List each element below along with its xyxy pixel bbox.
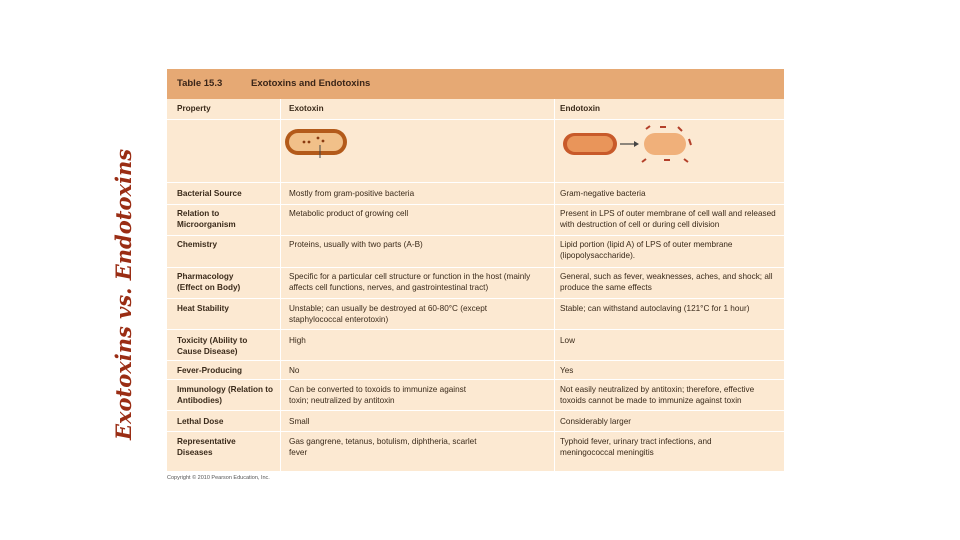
row-endotoxin-pharmacology: General, such as fever, weaknesses, aches, and shock; all produce the same effects: [560, 272, 773, 292]
lps-fragment: [689, 139, 691, 145]
row-divider: [167, 235, 784, 236]
row-exotoxin-bacterial-source: Mostly from gram-positive bacteria: [289, 189, 415, 198]
row-exotoxin-relation: Metabolic product of growing cell: [289, 209, 409, 218]
exotoxin-toxin-dot: [317, 137, 320, 140]
column-header-row: [167, 99, 784, 119]
row-endotoxin-chemistry: Lipid portion (lipid A) of LPS of outer membrane (lipopolysaccharide).: [560, 240, 733, 260]
header-exotoxin: Exotoxin: [289, 104, 324, 113]
row-divider: [167, 360, 784, 361]
endotoxin-cell-illustration: [560, 123, 695, 165]
row-property-immunology: Immunology (Relation to Antibodies): [177, 385, 273, 405]
row-exotoxin-toxicity: High: [289, 336, 306, 345]
lysed-cell-body: [644, 133, 686, 155]
row-divider: [167, 182, 784, 183]
row-endotoxin-diseases: Typhoid fever, urinary tract infections, and meningococcal meningitis: [560, 437, 712, 457]
row-divider: [167, 267, 784, 268]
exotoxin-toxin-dot: [322, 140, 325, 143]
row-divider: [167, 204, 784, 205]
row-endotoxin-lethal-dose: Considerably larger: [560, 417, 631, 426]
lps-fragment: [642, 159, 646, 162]
row-endotoxin-bacterial-source: Gram-negative bacteria: [560, 189, 646, 198]
row-endotoxin-heat-stability: Stable; can withstand autoclaving (121°C for 1 hour): [560, 304, 750, 313]
row-property-diseases: Representative Diseases: [177, 437, 236, 457]
column-divider: [280, 99, 281, 471]
endotoxin-cell-body: [567, 136, 613, 152]
row-property-fever: Fever-Producing: [177, 366, 243, 375]
lps-fragment: [646, 126, 650, 129]
row-exotoxin-pharmacology: Specific for a particular cell structure or function in the host (mainly affects cell functions, nerves, and gastrointestinal tract): [289, 272, 531, 292]
row-exotoxin-chemistry: Proteins, usually with two parts (A-B): [289, 240, 423, 249]
row-exotoxin-lethal-dose: Small: [289, 417, 310, 426]
row-divider: [167, 379, 784, 380]
table-header-band: [167, 69, 784, 99]
row-property-relation: Relation to Microorganism: [177, 209, 236, 229]
row-divider: [167, 119, 784, 120]
column-divider: [554, 99, 555, 471]
row-exotoxin-fever: No: [289, 366, 300, 375]
exotoxin-toxin-dot: [303, 141, 306, 144]
row-property-chemistry: Chemistry: [177, 240, 218, 249]
exotoxin-endotoxin-table: [167, 69, 784, 471]
lps-fragment: [678, 127, 682, 131]
exotoxin-cell-body: [289, 133, 343, 151]
row-exotoxin-heat-stability: Unstable; can usually be destroyed at 60-80°C (except staphylococcal enterotoxin): [289, 304, 488, 324]
row-divider: [167, 298, 784, 299]
row-exotoxin-immunology: Can be converted to toxoids to immunize against toxin; neutralized by antitoxin: [289, 385, 467, 405]
row-property-toxicity: Toxicity (Ability to Cause Disease): [177, 336, 248, 356]
row-property-pharmacology: Pharmacology (Effect on Body): [177, 272, 241, 292]
row-exotoxin-diseases: Gas gangrene, tetanus, botulism, diphtheria, scarlet fever: [289, 437, 477, 457]
row-divider: [167, 410, 784, 411]
slide-title: Exotoxins vs. Endotoxins: [111, 148, 136, 440]
row-property-lethal-dose: Lethal Dose: [177, 417, 224, 426]
exotoxin-cell-illustration: [282, 125, 357, 161]
copyright-notice: Copyright © 2010 Pearson Education, Inc.: [167, 475, 270, 481]
arrow-head-icon: [634, 141, 639, 147]
row-endotoxin-toxicity: Low: [560, 336, 576, 345]
row-property-bacterial-source: Bacterial Source: [177, 189, 242, 198]
exotoxin-toxin-dot: [308, 141, 311, 144]
row-endotoxin-relation: Present in LPS of outer membrane of cell wall and released with destruction of cell or during cell division: [560, 209, 776, 229]
header-endotoxin: Endotoxin: [560, 104, 601, 113]
table-title: Exotoxins and Endotoxins: [251, 78, 371, 89]
row-divider: [167, 431, 784, 432]
table-number: Table 15.3: [177, 78, 223, 89]
row-divider: [167, 329, 784, 330]
header-property: Property: [177, 104, 211, 113]
row-property-heat-stability: Heat Stability: [177, 304, 229, 313]
row-endotoxin-fever: Yes: [560, 366, 574, 375]
row-endotoxin-immunology: Not easily neutralized by antitoxin; therefore, effective toxoids cannot be made to immunize against toxin: [560, 385, 755, 405]
lps-fragment: [684, 159, 688, 162]
